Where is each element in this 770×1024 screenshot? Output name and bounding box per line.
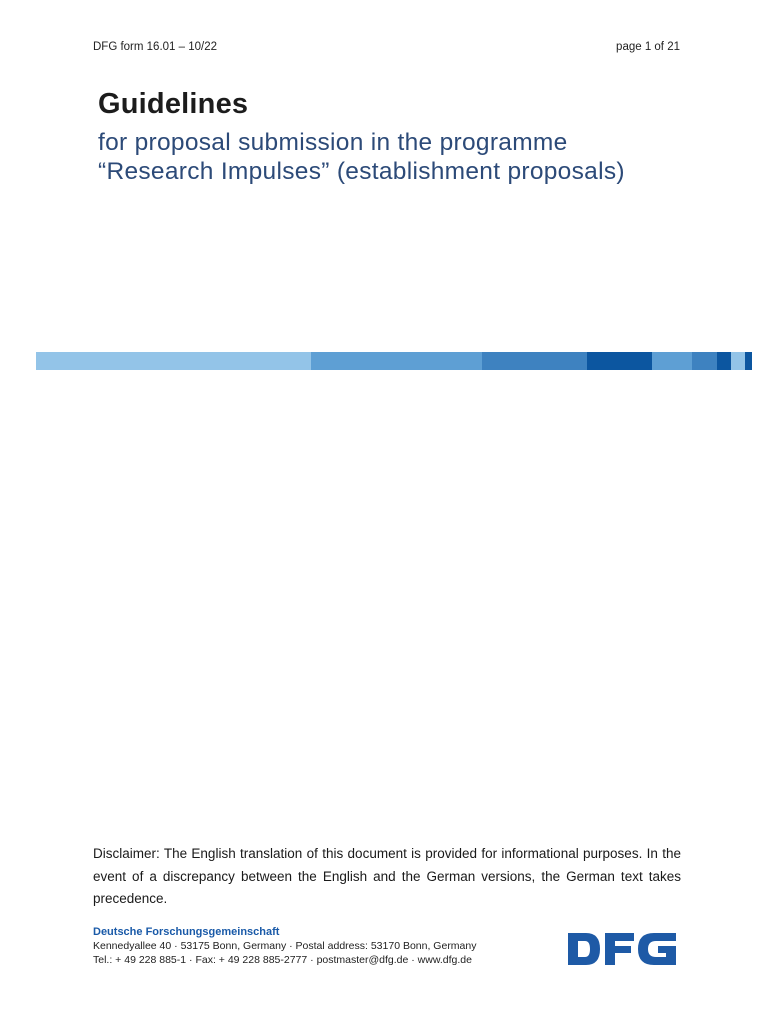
form-id: DFG form 16.01 – 10/22 xyxy=(93,41,218,53)
stripe-segment xyxy=(692,352,717,370)
stripe-segment xyxy=(482,352,587,370)
stripe-segment xyxy=(587,352,652,370)
decorative-color-stripe xyxy=(36,352,752,370)
dfg-logo xyxy=(566,932,678,966)
stripe-segment xyxy=(731,352,745,370)
organization-name: Deutsche Forschungsgemeinschaft xyxy=(93,926,280,938)
page-number: page 1 of 21 xyxy=(616,41,680,53)
stripe-segment xyxy=(652,352,692,370)
stripe-segment xyxy=(745,352,752,370)
document-subtitle xyxy=(98,128,625,186)
postal-address: Kennedyallee 40 · 53175 Bonn, Germany · Postal address: 53170 Bonn, Germany xyxy=(93,940,477,952)
contact-details: Tel.: + 49 228 885-1 · Fax: + 49 228 885-2777 · postmaster@dfg.de · www.dfg.de xyxy=(93,954,472,966)
subtitle-line-2: “Research Impulses” (establishment proposals) xyxy=(98,158,625,185)
disclaimer-text: Disclaimer: The English translation of this document is provided for informational purposes. In the event of a discrepancy between the English and the German versions, the German text takes precedence. xyxy=(93,846,681,906)
stripe-segment xyxy=(36,352,311,370)
subtitle-line-1: for proposal submission in the programme xyxy=(98,129,568,156)
stripe-segment xyxy=(717,352,731,370)
stripe-segment xyxy=(311,352,482,370)
document-title: Guidelines xyxy=(98,88,249,120)
